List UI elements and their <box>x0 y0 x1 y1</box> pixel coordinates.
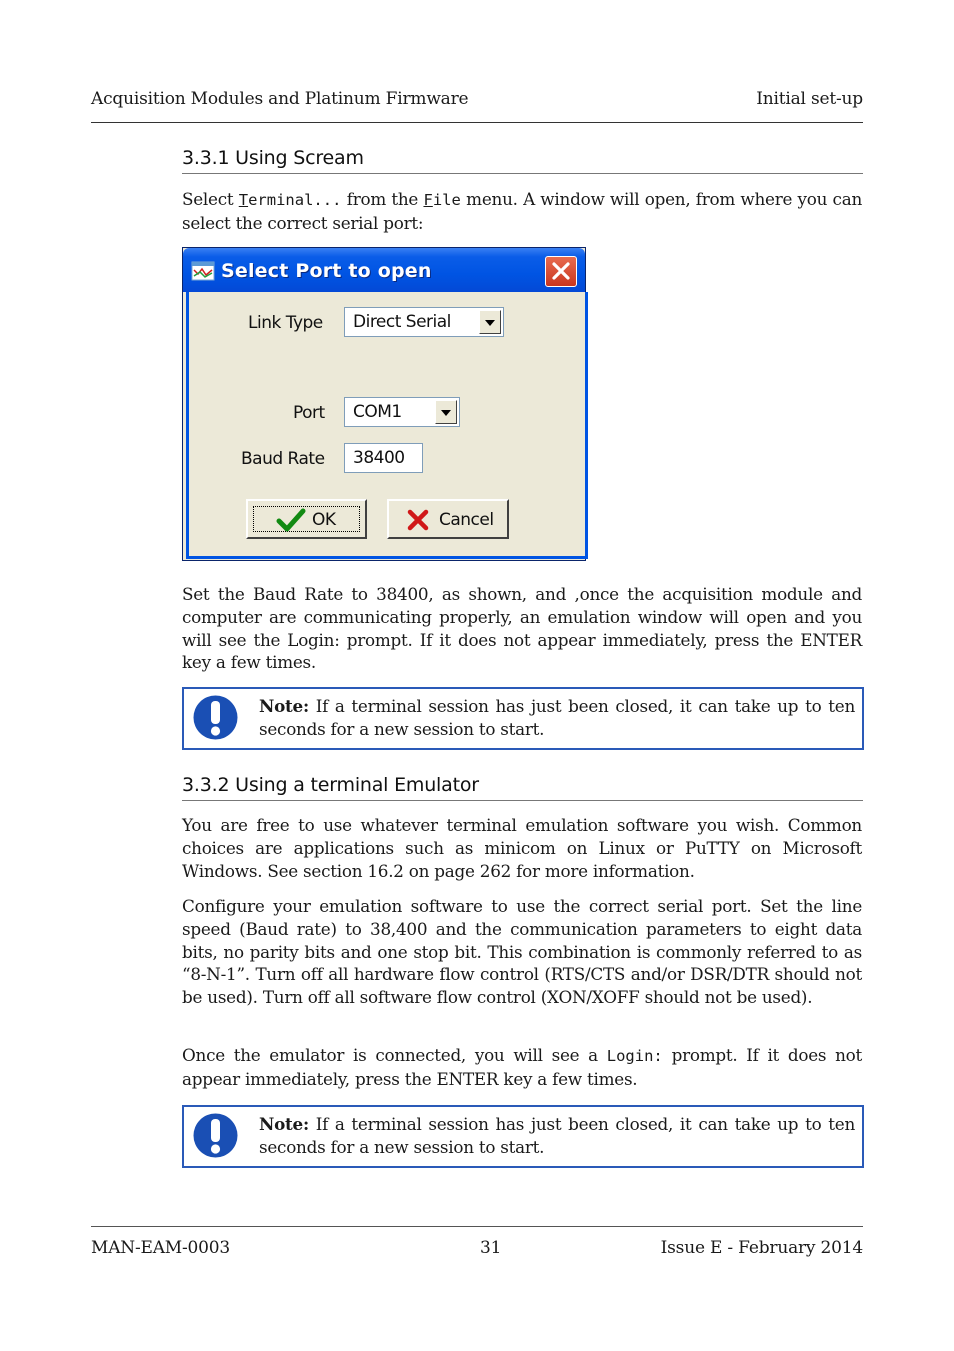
port-select[interactable] <box>344 397 460 427</box>
select-port-dialog <box>182 247 586 561</box>
intro-paragraph: Select Terminal... from the File menu. A window will open, from where you can select the correct serial port: <box>182 189 863 233</box>
page-number: 31 <box>480 1238 502 1258</box>
section-title-terminal-emulator: 3.3.2 Using a terminal Emulator <box>182 774 479 796</box>
dialog-title-bar <box>183 248 585 292</box>
header-rule <box>91 122 863 123</box>
cancel-label: Cancel <box>439 510 494 530</box>
port-value: COM1 <box>353 402 402 422</box>
note-label: Note: <box>259 696 309 716</box>
baud-rate-paragraph: Set the Baud Rate to 38400, as shown, and ,once the acquisition module and computer are communicating properly, an emulation window will open and you will see the Login: prompt. If it does not appear immediately, press the ENTER key a few times. <box>182 584 862 673</box>
ok-label: OK <box>312 510 336 530</box>
configure-paragraph: Configure your emulation software to use the correct serial port. Set the line speed (Baud rate) to 38,400 and the communication parameters to eight data bits, no parity bits and one stop bit. This combination is commonly referred to as “8-N-1”. Turn off all hardware flow control (RTS/CTS and/or DSR/DTR should not be used). Turn off all software flow control (XON/XOFF should not be used). <box>182 896 862 1008</box>
login-prompt-code: Login: <box>606 1047 663 1065</box>
section-title-using-scream: 3.3.1 Using Scream <box>182 147 364 169</box>
note-box <box>182 687 864 750</box>
link-type-select[interactable] <box>344 307 504 337</box>
window-app-icon <box>191 260 215 282</box>
port-label: Port <box>293 403 325 423</box>
file-menu-code: File <box>423 191 461 209</box>
cross-icon <box>406 508 430 532</box>
note-box <box>182 1105 864 1168</box>
link-type-value: Direct Serial <box>353 312 451 332</box>
dropdown-arrow-icon[interactable] <box>479 310 501 334</box>
note-label: Note: <box>259 1114 309 1134</box>
close-button[interactable] <box>545 256 577 287</box>
footer-rule <box>91 1226 863 1227</box>
ok-button[interactable] <box>246 499 367 539</box>
baud-rate-value: 38400 <box>353 448 405 468</box>
baud-rate-label: Baud Rate <box>241 449 325 469</box>
running-header-title: Acquisition Modules and Platinum Firmware <box>91 89 469 109</box>
focus-rectangle <box>253 506 360 532</box>
checkmark-icon <box>276 507 306 533</box>
note-text: Note: If a terminal session has just been closed, it can take up to ten seconds for a new session to start. <box>259 1114 855 1157</box>
document-number: MAN-EAM-0003 <box>91 1238 231 1258</box>
dialog-body <box>186 292 588 559</box>
section-rule <box>182 800 863 801</box>
dropdown-arrow-icon[interactable] <box>435 400 457 424</box>
issue-date: Issue E - February 2014 <box>660 1238 863 1258</box>
emulator-intro-paragraph: You are free to use whatever terminal emulation software you wish. Common choices are applications such as minicom on Linux or PuTTY on Microsoft Windows. See section 16.2 on page 262 for more information. <box>182 815 862 881</box>
cancel-button[interactable] <box>387 499 509 539</box>
section-rule <box>182 173 863 174</box>
exclamation-icon <box>193 1113 238 1158</box>
dialog-title: Select Port to open <box>221 260 432 282</box>
link-type-label: Link Type <box>248 313 323 333</box>
terminal-menu-item-code: Terminal... <box>238 191 342 209</box>
running-header-section: Initial set-up <box>756 89 863 109</box>
note-text: Note: If a terminal session has just been closed, it can take up to ten seconds for a new session to start. <box>259 696 855 739</box>
login-paragraph: Once the emulator is connected, you will see a Login: prompt. If it does not appear immediately, press the ENTER key a few times. <box>182 1045 863 1089</box>
close-icon <box>546 257 576 286</box>
baud-rate-input[interactable] <box>344 443 423 473</box>
exclamation-icon <box>193 695 238 740</box>
